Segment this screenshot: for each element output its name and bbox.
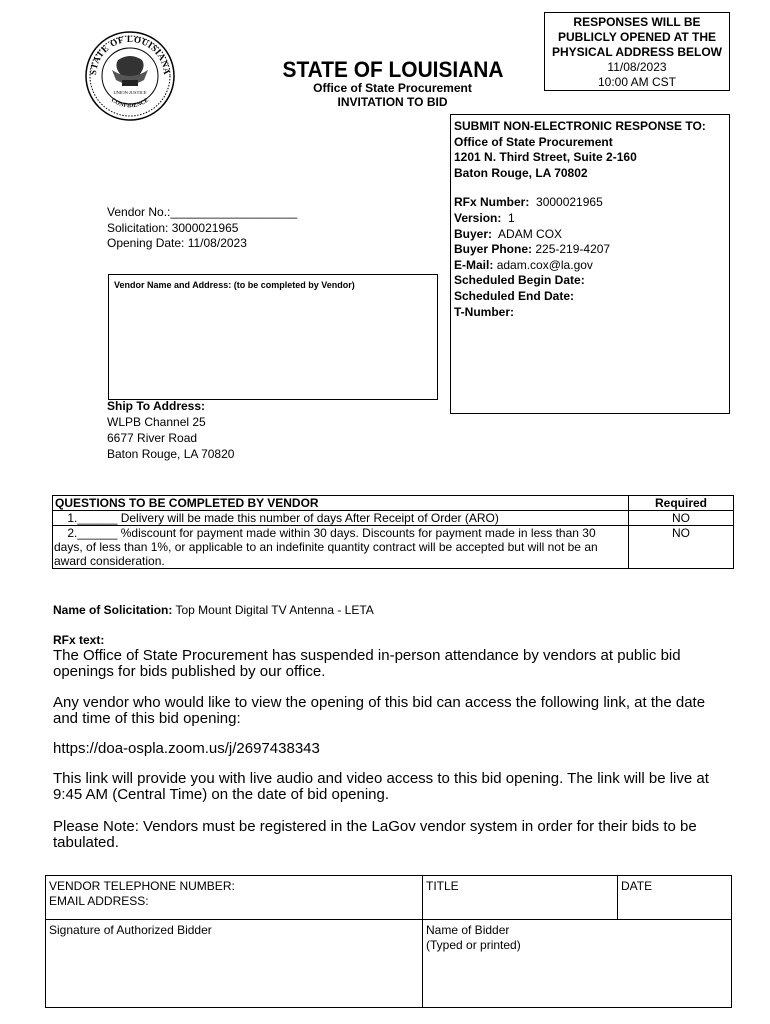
submit-response-box: [450, 114, 730, 414]
table-row: [53, 526, 734, 569]
responses-line-1: RESPONSES WILL BE: [573, 15, 701, 29]
submit-city: Baton Rouge, LA 70802: [454, 165, 588, 180]
question-1-text[interactable]: 1.______ Delivery will be made this number of days After Receipt of Order (ARO): [53, 511, 629, 526]
title-label: TITLE: [426, 879, 459, 893]
submit-org: Office of State Procurement: [454, 134, 613, 149]
required-header: Required: [629, 496, 734, 511]
t-number-label: T-Number:: [454, 304, 514, 319]
buyer-phone-label: Buyer Phone:: [454, 242, 533, 257]
table-row: [46, 920, 732, 1008]
rfx-paragraph-5: Please Note: Vendors must be registered in the LaGov vendor system in order for their bids to be tabulated.: [53, 818, 697, 851]
solicitation-name-value: Top Mount Digital TV Antenna - LETA: [175, 603, 374, 617]
rfx-paragraph-2: Any vendor who would like to view the opening of this bid can access the following link, at the date and time of this bid opening:: [53, 694, 706, 727]
rfx-paragraph-4: This link will provide you with live audio and video access to this bid opening. The link will be live at 9:45 AM (Central Time) on the date of bid opening.: [53, 770, 709, 803]
bid-opening-link[interactable]: https://doa-ospla.zoom.us/j/2697438343: [53, 740, 320, 757]
solicitation-number: Solicitation: 3000021965: [107, 220, 239, 235]
page-title: STATE OF LOUISIANA: [282, 57, 504, 82]
rfx-number-value: 3000021965: [536, 195, 603, 210]
date-cell[interactable]: [618, 876, 732, 920]
ship-to-label: Ship To Address:: [107, 399, 206, 413]
date-label: DATE: [621, 879, 653, 893]
seal-motto: UNION JUSTICE: [113, 90, 147, 95]
submit-street: 1201 N. Third Street, Suite 2-160: [454, 150, 637, 165]
responses-time: 10:00 AM CST: [597, 75, 677, 89]
office-subtitle: Office of State Procurement: [313, 81, 472, 95]
submit-heading: SUBMIT NON-ELECTRONIC RESPONSE TO:: [454, 119, 706, 133]
vendor-info: [107, 205, 297, 252]
vendor-questions-table: [52, 495, 734, 569]
rfx-paragraph-1: The Office of State Procurement has suspended in-person attendance by vendors at public bid openings for bids published by our office.: [53, 647, 681, 680]
seal-top-text: STATE OF LOUISIANA: [87, 33, 173, 76]
responses-line-2: PUBLICLY OPENED AT THE: [557, 30, 717, 44]
rfx-text-label: RFx text:: [53, 633, 105, 647]
buyer-row: [454, 227, 729, 243]
vendor-box-label: Vendor Name and Address: (to be completed by Vendor): [114, 280, 355, 290]
vendor-telephone-label: VENDOR TELEPHONE NUMBER:: [49, 879, 235, 893]
bidder-name-note: (Typed or printed): [426, 938, 521, 952]
version-label: Version:: [454, 210, 502, 225]
solicitation-name-row: [53, 603, 374, 618]
state-seal-logo: [82, 30, 178, 122]
rfx-number-row: [454, 195, 729, 211]
document-type: INVITATION TO BID: [337, 95, 448, 109]
ship-to-line-2: 6677 River Road: [107, 431, 198, 445]
vendor-name-address-box[interactable]: [108, 274, 438, 400]
question-1-required: NO: [629, 511, 734, 526]
email-address-label: EMAIL ADDRESS:: [49, 894, 149, 908]
version-row: [454, 211, 729, 227]
buyer-value: ADAM COX: [498, 226, 563, 241]
questions-header: QUESTIONS TO BE COMPLETED BY VENDOR: [53, 496, 629, 511]
responses-notice-box: [544, 12, 730, 91]
version-value: 1: [508, 210, 515, 225]
rfx-number-label: RFx Number:: [454, 195, 530, 210]
buyer-phone-row: [454, 242, 729, 258]
buyer-phone-value: 225-219-4207: [535, 242, 611, 257]
buyer-label: Buyer:: [454, 226, 493, 241]
title-cell[interactable]: [423, 876, 618, 920]
signature-cell[interactable]: [46, 920, 423, 1008]
bidder-name-label: Name of Bidder: [426, 923, 510, 937]
question-2-required: NO: [629, 526, 734, 569]
bidder-name-cell[interactable]: [423, 920, 732, 1008]
email-label: E-Mail:: [454, 257, 494, 272]
responses-line-3: PHYSICAL ADDRESS BELOW: [551, 45, 722, 59]
ship-to-line-3: Baton Rouge, LA 70820: [107, 447, 235, 461]
table-row: [46, 876, 732, 920]
contact-cell[interactable]: [46, 876, 423, 920]
scheduled-begin-date-label: Scheduled Begin Date:: [454, 273, 585, 288]
questions-header-row: [53, 496, 734, 511]
seal-bottom-text: CONFIDENCE: [110, 97, 150, 110]
opening-date: Opening Date: 11/08/2023: [107, 236, 247, 250]
signature-label: Signature of Authorized Bidder: [49, 923, 212, 937]
vendor-number-field[interactable]: Vendor No.:___________________: [107, 205, 298, 219]
question-2-text[interactable]: 2.______ %discount for payment made within 30 days. Discounts for payment made in less than 30 days, of less than 1%, or applicable to an indefinite quantity contract will be accepted but will not be an award consideration.: [53, 526, 629, 569]
ship-to-address: [107, 398, 234, 462]
table-row: [53, 511, 734, 526]
email-value: adam.cox@la.gov: [496, 257, 593, 272]
solicitation-name-label: Name of Solicitation:: [53, 603, 173, 617]
responses-date: 11/08/2023: [607, 60, 667, 74]
signature-table: [45, 875, 732, 1008]
ship-to-line-1: WLPB Channel 25: [107, 415, 206, 429]
email-row: [454, 258, 729, 274]
scheduled-end-date-label: Scheduled End Date:: [454, 288, 575, 303]
